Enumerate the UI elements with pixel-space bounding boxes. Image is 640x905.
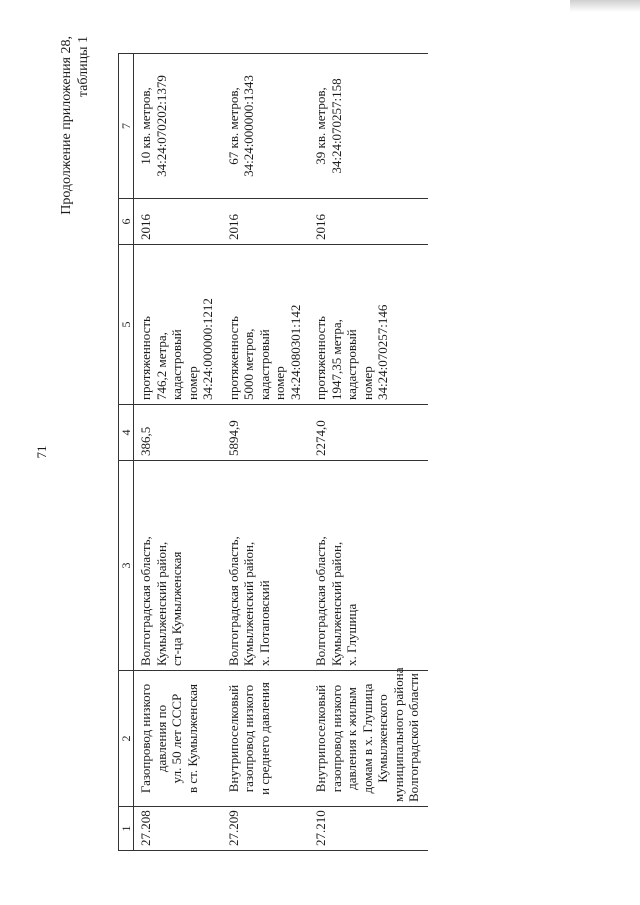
table-body: [134, 54, 428, 851]
description-cell-line: кадастровый: [169, 329, 184, 400]
area-cell-line: 39 кв. метров,: [313, 87, 328, 165]
address-cell-line: х. Потаповский: [256, 580, 272, 666]
address-cell-line: Кумылженский район,: [241, 541, 256, 666]
column-number-header: 2: [119, 671, 134, 807]
object-name-cell: [222, 671, 310, 807]
object-name-cell-line: газопровод низкого: [328, 684, 344, 793]
length-cell: 386,5: [134, 405, 222, 461]
row-number-cell: 27.210: [309, 807, 428, 851]
page-number: 71: [34, 445, 49, 459]
column-number-header: 3: [119, 461, 134, 671]
table-header-row: [119, 54, 134, 851]
object-name-cell-line: давления по: [153, 704, 169, 773]
year-cell: 2016: [309, 199, 428, 245]
description-cell-line: протяженность: [138, 316, 153, 400]
area-cell-line: 34:24:000000:1343: [241, 75, 256, 177]
objects-table: [118, 53, 428, 851]
column-number-header: 7: [119, 54, 134, 199]
area-cell-line: 67 кв. метров,: [225, 87, 241, 165]
row-number-cell: 27.209: [222, 807, 310, 851]
length-cell: 2274,0: [309, 405, 428, 461]
column-number-header: 4: [119, 405, 134, 461]
address-cell-line: Волгоградская область,: [138, 536, 153, 666]
address-cell: [134, 461, 222, 671]
object-name-cell-line: Кумылженского: [375, 694, 390, 783]
address-cell-line: Волгоградская область,: [225, 536, 241, 666]
continuation-line-2: таблицы 1: [76, 36, 91, 98]
address-cell: [222, 461, 310, 671]
object-name-cell: [309, 667, 428, 807]
year-cell: 2016: [222, 199, 310, 245]
description-cell-line: номер: [184, 366, 200, 400]
row-number-cell: 27.208: [134, 807, 222, 851]
description-cell: [309, 245, 428, 405]
description-cell-line: 1947,35 метра,: [328, 319, 344, 400]
description-cell-line: протяженность: [313, 316, 328, 400]
description-cell-line: протяженность: [225, 316, 241, 400]
object-name-cell-line: газопровод низкого: [241, 684, 256, 793]
length-cell: 5894,9: [222, 405, 310, 461]
description-cell-line: 34:24:070257:146: [375, 304, 390, 400]
address-cell-line: ст-ца Кумылженская: [169, 551, 184, 666]
area-cell-line: 10 кв. метров,: [138, 87, 153, 165]
object-name-cell-line: Внутрипоселковый: [313, 684, 328, 793]
object-name-cell-line: и среднего давления: [256, 682, 272, 795]
continuation-line-1: Продолжение приложения 28,: [59, 36, 74, 215]
description-cell-line: 5000 метров,: [241, 328, 256, 400]
object-name-cell-line: домам в х. Глушица: [359, 683, 375, 794]
object-name-cell-line: муниципального района: [390, 667, 406, 802]
address-cell-line: х. Глушица: [344, 603, 359, 666]
column-number-header: 5: [119, 245, 134, 405]
description-cell-line: номер: [272, 366, 287, 400]
area-cell-line: 34:24:070257:158: [328, 78, 344, 174]
address-cell-line: Кумылженский район,: [153, 541, 169, 666]
area-cell: [222, 54, 310, 199]
column-number-header: 6: [119, 199, 134, 245]
object-name-cell-line: Газопровод низкого: [138, 683, 153, 794]
address-cell-line: Кумылженский район,: [328, 541, 344, 666]
object-name-cell-line: в ст. Кумылженская: [184, 684, 200, 794]
continuation-caption: [58, 36, 92, 215]
object-name-cell-line: Внутрипоселковый: [225, 684, 241, 793]
description-cell-line: 34:24:080301:142: [287, 304, 303, 400]
object-name-cell-line: Волгоградской области: [406, 673, 421, 802]
object-name-cell-line: ул. 50 лет СССР: [169, 693, 184, 784]
description-cell-line: 34:24:000000:1212: [200, 298, 215, 400]
description-cell-line: номер: [359, 366, 375, 400]
description-cell: [222, 245, 310, 405]
table-row: [222, 54, 310, 851]
description-cell-line: кадастровый: [256, 329, 272, 400]
area-cell: [309, 54, 428, 199]
year-cell: 2016: [134, 199, 222, 245]
description-cell-line: кадастровый: [344, 329, 359, 400]
address-cell: [309, 461, 428, 671]
address-cell-line: Волгоградская область,: [313, 536, 328, 666]
table-row: [309, 54, 428, 851]
table-row: [134, 54, 222, 851]
object-name-cell: [134, 671, 222, 807]
column-number-header: 1: [119, 807, 134, 851]
area-cell-line: 34:24:070202:1379: [153, 75, 169, 177]
description-cell-line: 746,2 метра,: [153, 332, 169, 400]
area-cell: [134, 54, 222, 199]
description-cell: [134, 245, 222, 405]
object-name-cell-line: давления к жилым: [344, 687, 359, 790]
